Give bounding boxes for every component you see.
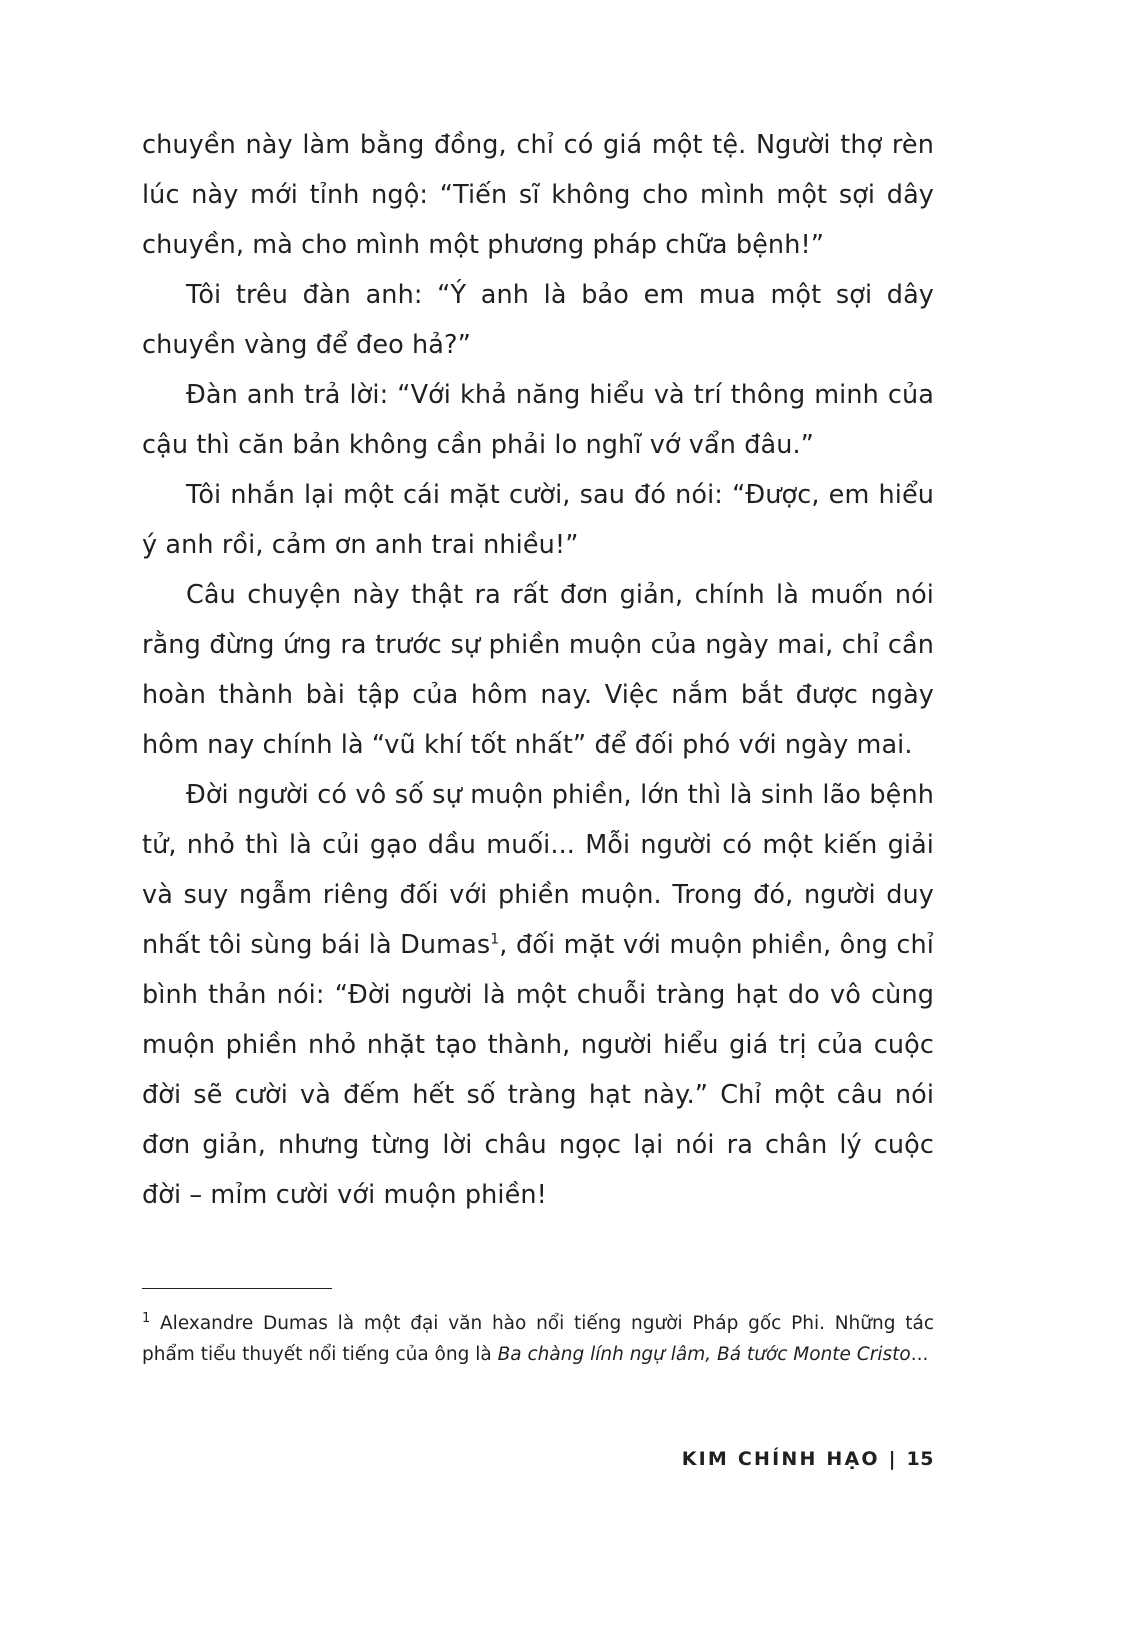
footnote-divider	[142, 1288, 332, 1289]
paragraph-5: Câu chuyện này thật ra rất đơn giản, chính là muốn nói rằng đừng ứng ra trước sự phiền muộn của ngày mai, chỉ cần hoàn thành bài tập của hôm nay. Việc nắm bắt được ngày hôm nay chính là “vũ khí tốt nhất” để đối phó với ngày mai.	[142, 580, 934, 760]
footnote-reference-marker: 1	[490, 931, 500, 948]
footer-book-title: KIM CHÍNH HẠO	[681, 1448, 880, 1470]
page-footer	[142, 1448, 934, 1470]
paragraph-6-text-after-footnote: , đối mặt với muộn phiền, ông chỉ bình thản nói: “Đời người là một chuỗi tràng hạt do vô cùng muộn phiền nhỏ nhặt tạo thành, người hiểu giá trị của cuộc đời sẽ cười và đếm hết số tràng hạt này.” Chỉ một câu nói đơn giản, nhưng từng lời châu ngọc lại nói ra chân lý cuộc đời – mỉm cười với muộn phiền!	[142, 930, 934, 1210]
footnote-book-titles: Ba chàng lính ngự lâm, Bá tước Monte Cristo	[497, 1344, 911, 1366]
body-text-block	[142, 120, 934, 1220]
footnote-text-after-titles: ...	[910, 1344, 929, 1366]
paragraph-6-text-before-footnote: Đời người có vô số sự muộn phiền, lớn thì là sinh lão bệnh tử, nhỏ thì là củi gạo dầu muối... Mỗi người có một kiến giải và suy ngẫm riêng đối với phiền muộn. Trong đó, người duy nhất tôi sùng bái là Dumas	[142, 780, 934, 960]
footnote-marker: 1	[142, 1311, 151, 1326]
paragraph-3: Đàn anh trả lời: “Với khả năng hiểu và trí thông minh của cậu thì căn bản không cần phải lo nghĩ vớ vẩn đâu.”	[142, 380, 934, 460]
footnote-area	[142, 1288, 934, 1370]
footer-page-number: 15	[906, 1448, 934, 1470]
paragraph-6	[142, 770, 934, 1220]
paragraph-1: chuyền này làm bằng đồng, chỉ có giá một tệ. Người thợ rèn lúc này mới tỉnh ngộ: “Tiến sĩ không cho mình một sợi dây chuyền, mà cho mình một phương pháp chữa bệnh!”	[142, 130, 934, 260]
paragraph-2: Tôi trêu đàn anh: “Ý anh là bảo em mua một sợi dây chuyền vàng để đeo hả?”	[142, 280, 934, 360]
footnote-text-before-titles: Alexandre Dumas là một đại văn hào nổi tiếng người Pháp gốc Phi. Những tác phẩm tiểu thuyết nổi tiếng của ông là	[142, 1313, 934, 1366]
footer-separator: |	[888, 1448, 898, 1470]
paragraph-4: Tôi nhắn lại một cái mặt cười, sau đó nói: “Được, em hiểu ý anh rồi, cảm ơn anh trai nhiều!”	[142, 480, 934, 560]
footnote-text	[142, 1303, 934, 1370]
page-body-text	[142, 120, 934, 1220]
